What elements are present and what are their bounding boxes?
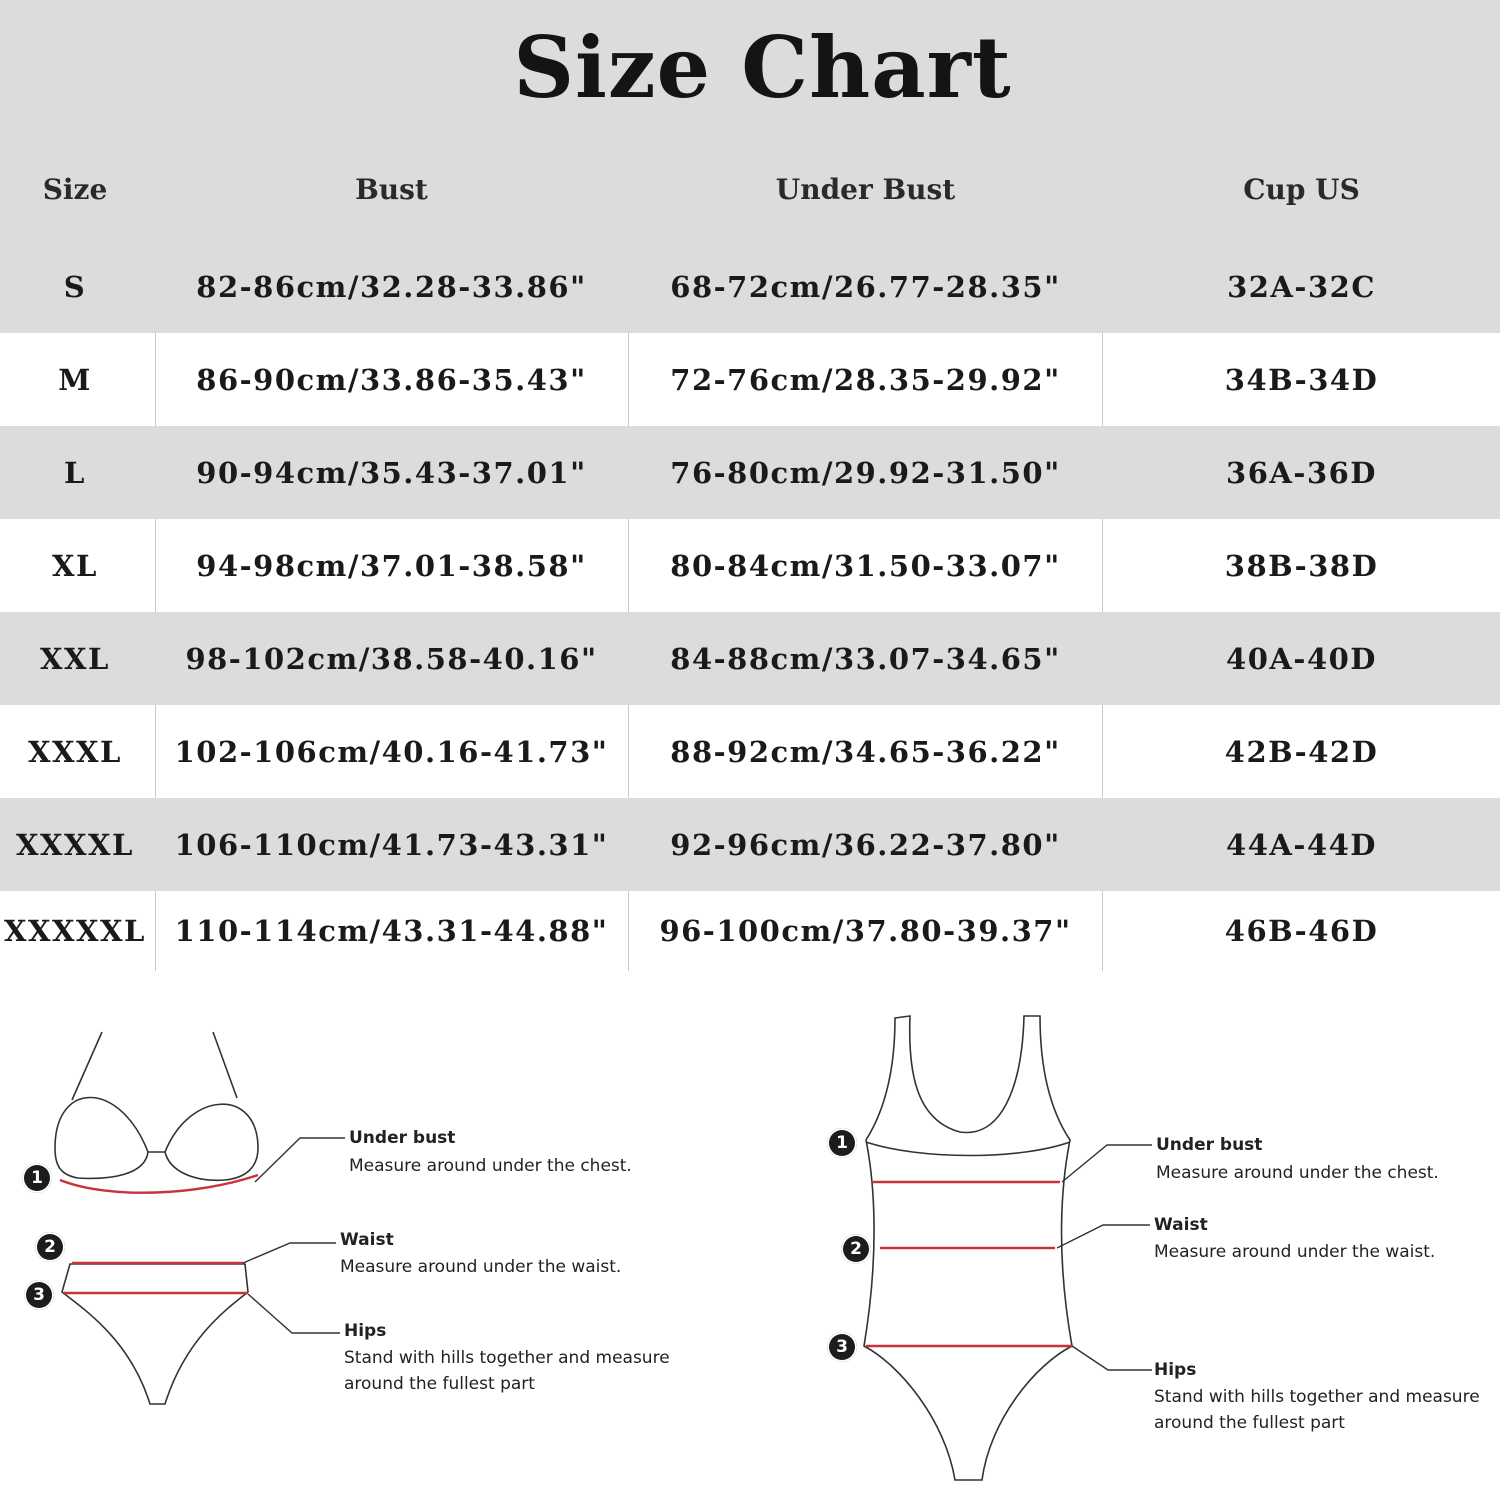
cell-bust: 94-98cm/37.01-38.58" — [196, 548, 587, 583]
cell-size: XXXXL — [16, 827, 134, 862]
swimsuit-waist-title: Waist — [1154, 1215, 1208, 1235]
bikini-hips-desc-line1: Stand with hills together and measure — [344, 1348, 670, 1368]
cell-size: M — [58, 362, 92, 397]
swimsuit-waist-desc: Measure around under the waist. — [1154, 1242, 1436, 1262]
swimsuit-hips-desc-line2: around the fullest part — [1154, 1413, 1345, 1433]
cell-bust: 86-90cm/33.86-35.43" — [196, 362, 587, 397]
cell-bust: 90-94cm/35.43-37.01" — [196, 455, 587, 490]
marker-1-badge: 1 — [22, 1163, 52, 1193]
swimsuit-marker-2-badge: 2 — [841, 1234, 871, 1264]
cell-cup-us: 42B-42D — [1224, 734, 1379, 769]
marker-2-badge: 2 — [35, 1232, 65, 1262]
cell-bust: 106-110cm/41.73-43.31" — [174, 827, 609, 862]
cell-under-bust: 92-96cm/36.22-37.80" — [670, 827, 1061, 862]
cell-under-bust: 96-100cm/37.80-39.37" — [659, 914, 1072, 948]
swimsuit-under-bust-title: Under bust — [1156, 1135, 1263, 1155]
bikini-under-bust-desc: Measure around under the chest. — [349, 1156, 632, 1176]
column-header-under-bust: Under Bust — [775, 173, 956, 206]
cell-size: XXL — [40, 641, 110, 676]
cell-under-bust: 88-92cm/34.65-36.22" — [670, 734, 1061, 769]
cell-cup-us: 38B-38D — [1224, 548, 1379, 583]
column-header-size: Size — [42, 173, 108, 206]
cell-cup-us: 44A-44D — [1226, 827, 1377, 862]
page-title: Size Chart — [513, 18, 1012, 117]
cell-size: S — [63, 269, 87, 304]
bikini-hips-title: Hips — [344, 1321, 387, 1341]
cell-size: XXXL — [28, 734, 122, 769]
cell-cup-us: 40A-40D — [1226, 641, 1377, 676]
cell-bust: 98-102cm/38.58-40.16" — [185, 641, 598, 676]
cell-cup-us: 46B-46D — [1224, 914, 1379, 948]
cell-under-bust: 80-84cm/31.50-33.07" — [670, 548, 1061, 583]
column-header-bust: Bust — [355, 173, 428, 206]
bikini-hips-desc-line2: around the fullest part — [344, 1374, 535, 1394]
cell-cup-us: 36A-36D — [1226, 455, 1377, 490]
column-header-cup-us: Cup US — [1243, 173, 1360, 206]
cell-size: XXXXXL — [4, 914, 146, 948]
bikini-waist-desc: Measure around under the waist. — [340, 1257, 622, 1277]
cell-cup-us: 32A-32C — [1227, 269, 1376, 304]
cell-bust: 102-106cm/40.16-41.73" — [174, 734, 609, 769]
cell-bust: 82-86cm/32.28-33.86" — [196, 269, 587, 304]
cell-under-bust: 72-76cm/28.35-29.92" — [670, 362, 1061, 397]
swimsuit-under-bust-desc: Measure around under the chest. — [1156, 1163, 1439, 1183]
cell-under-bust: 84-88cm/33.07-34.65" — [670, 641, 1061, 676]
cell-under-bust: 68-72cm/26.77-28.35" — [670, 269, 1061, 304]
cell-under-bust: 76-80cm/29.92-31.50" — [670, 455, 1061, 490]
bikini-under-bust-title: Under bust — [349, 1128, 456, 1148]
cell-cup-us: 34B-34D — [1224, 362, 1379, 397]
marker-3-badge: 3 — [24, 1280, 54, 1310]
cell-bust: 110-114cm/43.31-44.88" — [174, 914, 609, 948]
swimsuit-hips-title: Hips — [1154, 1360, 1197, 1380]
swimsuit-marker-3-badge: 3 — [827, 1332, 857, 1362]
swimsuit-marker-1-badge: 1 — [827, 1128, 857, 1158]
swimsuit-hips-desc-line1: Stand with hills together and measure — [1154, 1387, 1480, 1407]
cell-size: XL — [52, 548, 98, 583]
cell-size: L — [64, 455, 86, 490]
bikini-waist-title: Waist — [340, 1230, 394, 1250]
